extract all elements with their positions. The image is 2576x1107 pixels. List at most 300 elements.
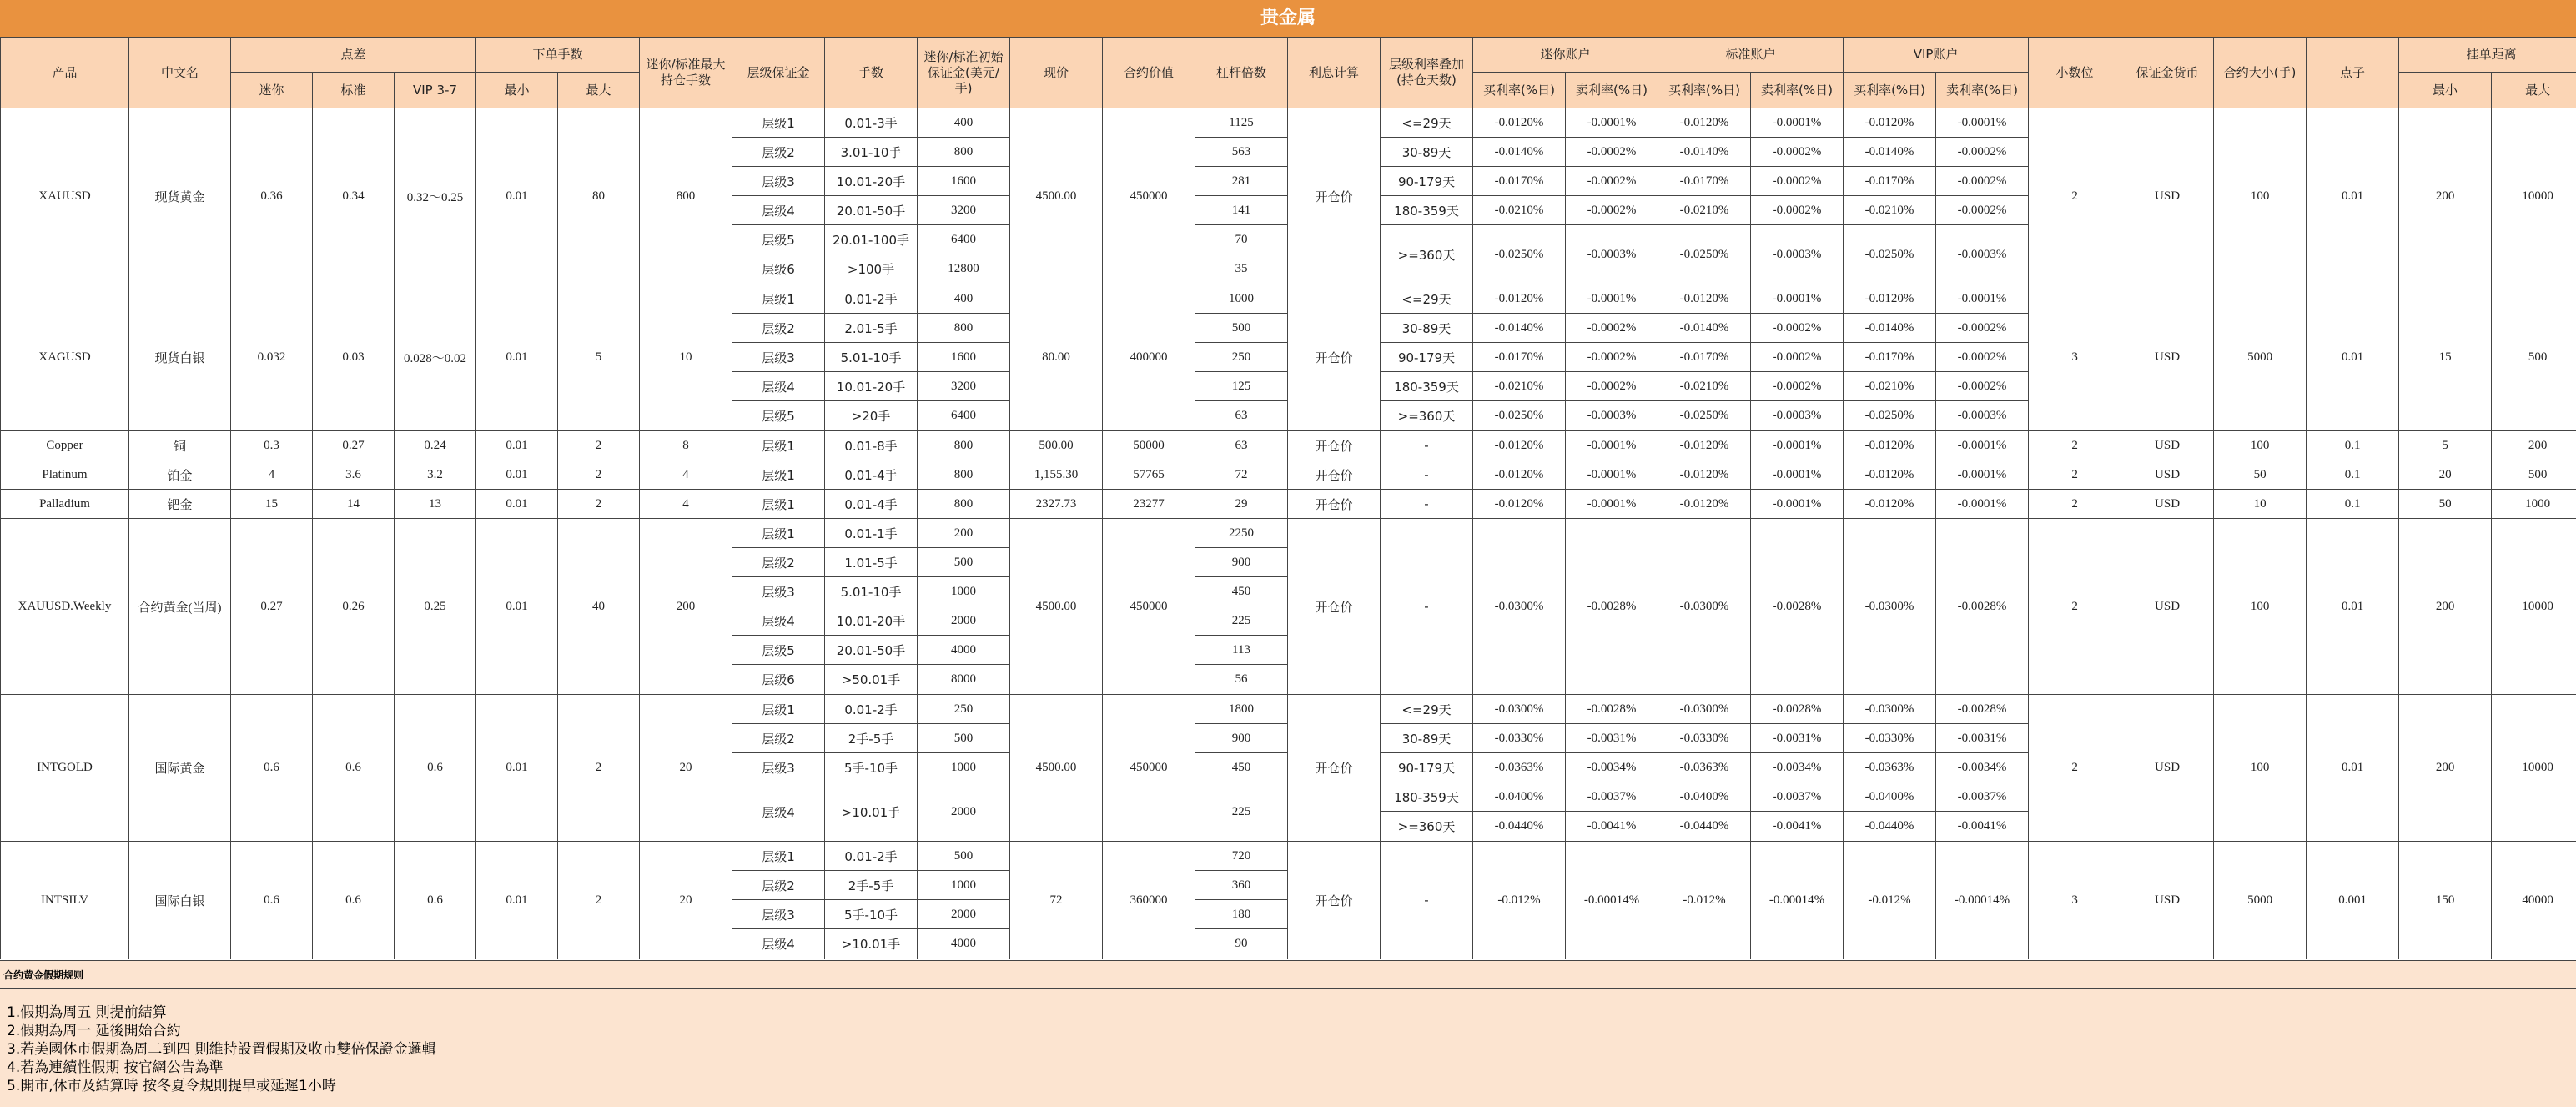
tier-margin: 500: [918, 724, 1010, 753]
vip-sell-rate: -0.0001%: [1936, 284, 2029, 314]
pending-max: 1000: [2492, 490, 2576, 519]
tier-margin: 1600: [918, 343, 1010, 372]
pending-max: 500: [2492, 460, 2576, 490]
tier-lots: >10.01手: [825, 929, 918, 959]
header-cn-name: 中文名: [129, 38, 231, 108]
order-max: 2: [558, 842, 640, 959]
tier-margin: 6400: [918, 401, 1010, 431]
tier-margin: 400: [918, 108, 1010, 138]
order-max: 2: [558, 431, 640, 460]
vip-buy-rate: -0.0300%: [1844, 519, 1936, 695]
decimals: 2: [2029, 490, 2121, 519]
tier-lots: 0.01-1手: [825, 519, 918, 548]
header-vip-buy: 买利率(%日): [1844, 73, 1936, 108]
mini-buy-rate: -0.012%: [1473, 842, 1566, 959]
rate-days: 90-179天: [1381, 753, 1473, 782]
tier-name: 层级3: [732, 577, 825, 606]
contract-size: 10: [2214, 490, 2307, 519]
header-mini-account: 迷你账户: [1473, 38, 1658, 73]
mini-sell-rate: -0.0002%: [1566, 343, 1658, 372]
product-symbol: Palladium: [1, 490, 129, 519]
leverage: 70: [1195, 225, 1288, 254]
header-contract-size: 合约大小(手): [2214, 38, 2307, 108]
max-hold: 800: [640, 108, 732, 284]
mini-sell-rate: -0.0028%: [1566, 519, 1658, 695]
interest-calc: 开仓价: [1288, 108, 1381, 284]
std-buy-rate: -0.0400%: [1658, 782, 1751, 812]
tier-lots: 3.01-10手: [825, 138, 918, 167]
pending-min: 150: [2399, 842, 2492, 959]
contract-size: 5000: [2214, 842, 2307, 959]
mini-buy-rate: -0.0300%: [1473, 519, 1566, 695]
header-spread-std: 标准: [313, 73, 395, 108]
mini-sell-rate: -0.0041%: [1566, 812, 1658, 842]
leverage: 63: [1195, 401, 1288, 431]
tier-name: 层级3: [732, 753, 825, 782]
std-sell-rate: -0.0002%: [1751, 314, 1844, 343]
rate-days: >=360天: [1381, 812, 1473, 842]
product-cn-name: 现货白银: [129, 284, 231, 431]
header-contract-value: 合约价值: [1103, 38, 1195, 108]
tier-margin: 1000: [918, 753, 1010, 782]
header-std-buy: 买利率(%日): [1658, 73, 1751, 108]
decimals: 2: [2029, 695, 2121, 842]
current-price: 4500.00: [1010, 695, 1103, 842]
margin-currency: USD: [2121, 695, 2214, 842]
tier-name: 层级2: [732, 548, 825, 577]
leverage: 360: [1195, 871, 1288, 900]
contract-size: 100: [2214, 108, 2307, 284]
std-sell-rate: -0.0028%: [1751, 519, 1844, 695]
vip-buy-rate: -0.0363%: [1844, 753, 1936, 782]
leverage: 450: [1195, 577, 1288, 606]
max-hold: 20: [640, 695, 732, 842]
tier-lots: 20.01-100手: [825, 225, 918, 254]
contract-size: 100: [2214, 519, 2307, 695]
leverage: 563: [1195, 138, 1288, 167]
vip-sell-rate: -0.0001%: [1936, 108, 2029, 138]
product-cn-name: 钯金: [129, 490, 231, 519]
leverage: 113: [1195, 636, 1288, 665]
mini-buy-rate: -0.0210%: [1473, 196, 1566, 225]
tier-lots: 0.01-2手: [825, 842, 918, 871]
note-line: 2.假期為周一 延後開始合約: [7, 1023, 181, 1039]
mini-buy-rate: -0.0120%: [1473, 431, 1566, 460]
std-sell-rate: -0.0001%: [1751, 108, 1844, 138]
leverage: 281: [1195, 167, 1288, 196]
leverage: 180: [1195, 900, 1288, 929]
tier-margin: 800: [918, 460, 1010, 490]
table-row: [1, 842, 2576, 871]
vip-buy-rate: -0.0330%: [1844, 724, 1936, 753]
spread-std: 0.27: [313, 431, 395, 460]
margin-currency: USD: [2121, 108, 2214, 284]
leverage: 225: [1195, 606, 1288, 636]
spread-mini: 0.032: [231, 284, 313, 431]
tier-name: 层级1: [732, 460, 825, 490]
spread-std: 0.6: [313, 842, 395, 959]
contract-size: 50: [2214, 460, 2307, 490]
leverage: 1125: [1195, 108, 1288, 138]
product-cn-name: 铜: [129, 431, 231, 460]
std-buy-rate: -0.0120%: [1658, 284, 1751, 314]
vip-sell-rate: -0.0041%: [1936, 812, 2029, 842]
vip-buy-rate: -0.0120%: [1844, 490, 1936, 519]
header-decimals: 小数位: [2029, 38, 2121, 108]
leverage: 29: [1195, 490, 1288, 519]
tier-margin: 2000: [918, 900, 1010, 929]
header-vip-sell: 卖利率(%日): [1936, 73, 2029, 108]
mini-sell-rate: -0.0002%: [1566, 372, 1658, 401]
tier-lots: 1.01-5手: [825, 548, 918, 577]
contract-size: 100: [2214, 695, 2307, 842]
tier-name: 层级2: [732, 871, 825, 900]
contract-size: 100: [2214, 431, 2307, 460]
header-order-min: 最小: [476, 73, 558, 108]
vip-sell-rate: -0.0001%: [1936, 431, 2029, 460]
pip-value: 0.1: [2307, 431, 2399, 460]
product-symbol: Copper: [1, 431, 129, 460]
mini-sell-rate: -0.0001%: [1566, 460, 1658, 490]
std-sell-rate: -0.0002%: [1751, 138, 1844, 167]
mini-buy-rate: -0.0170%: [1473, 343, 1566, 372]
order-min: 0.01: [476, 519, 558, 695]
header-std-account: 标准账户: [1658, 38, 1844, 73]
tier-lots: 0.01-4手: [825, 490, 918, 519]
tier-margin: 800: [918, 490, 1010, 519]
vip-sell-rate: -0.00014%: [1936, 842, 2029, 959]
std-sell-rate: -0.0031%: [1751, 724, 1844, 753]
vip-buy-rate: -0.0300%: [1844, 695, 1936, 724]
tier-name: 层级4: [732, 606, 825, 636]
std-sell-rate: -0.0037%: [1751, 782, 1844, 812]
max-hold: 20: [640, 842, 732, 959]
spread-vip: 0.6: [395, 695, 476, 842]
std-sell-rate: -0.0003%: [1751, 401, 1844, 431]
tier-name: 层级2: [732, 138, 825, 167]
decimals: 2: [2029, 108, 2121, 284]
tier-name: 层级1: [732, 284, 825, 314]
header-lots: 手数: [825, 38, 918, 108]
tier-margin: 6400: [918, 225, 1010, 254]
rate-days: <=29天: [1381, 108, 1473, 138]
pip-value: 0.1: [2307, 490, 2399, 519]
header-pip: 点子: [2307, 38, 2399, 108]
vip-sell-rate: -0.0028%: [1936, 519, 2029, 695]
tier-lots: 10.01-20手: [825, 372, 918, 401]
std-buy-rate: -0.0210%: [1658, 372, 1751, 401]
leverage: 500: [1195, 314, 1288, 343]
vip-buy-rate: -0.0120%: [1844, 460, 1936, 490]
vip-sell-rate: -0.0003%: [1936, 401, 2029, 431]
std-buy-rate: -0.0300%: [1658, 519, 1751, 695]
tier-margin: 2000: [918, 782, 1010, 842]
rate-days: 90-179天: [1381, 167, 1473, 196]
rate-days: >=360天: [1381, 401, 1473, 431]
current-price: 4500.00: [1010, 519, 1103, 695]
interest-calc: 开仓价: [1288, 490, 1381, 519]
vip-buy-rate: -0.0140%: [1844, 314, 1936, 343]
std-buy-rate: -0.0120%: [1658, 108, 1751, 138]
tier-name: 层级3: [732, 167, 825, 196]
table-row: [1, 284, 2576, 314]
std-buy-rate: -0.0250%: [1658, 401, 1751, 431]
leverage: 900: [1195, 724, 1288, 753]
tier-margin: 500: [918, 842, 1010, 871]
std-buy-rate: -0.0170%: [1658, 167, 1751, 196]
table-row: [1, 460, 2576, 490]
vip-sell-rate: -0.0002%: [1936, 314, 2029, 343]
order-min: 0.01: [476, 284, 558, 431]
order-max: 40: [558, 519, 640, 695]
std-buy-rate: -0.0250%: [1658, 225, 1751, 284]
tier-lots: 5手-10手: [825, 900, 918, 929]
interest-calc: 开仓价: [1288, 519, 1381, 695]
header-order-lots: 下单手数: [476, 38, 640, 73]
product-symbol: XAUUSD.Weekly: [1, 519, 129, 695]
tier-margin: 1000: [918, 577, 1010, 606]
tier-lots: 5.01-10手: [825, 577, 918, 606]
tier-name: 层级3: [732, 900, 825, 929]
order-max: 2: [558, 695, 640, 842]
tier-lots: 0.01-4手: [825, 460, 918, 490]
tier-name: 层级5: [732, 401, 825, 431]
tier-margin: 800: [918, 431, 1010, 460]
tier-name: 层级6: [732, 665, 825, 695]
spread-std: 0.03: [313, 284, 395, 431]
decimals: 2: [2029, 460, 2121, 490]
table-row: [1, 695, 2576, 724]
interest-calc: 开仓价: [1288, 460, 1381, 490]
margin-currency: USD: [2121, 431, 2214, 460]
std-buy-rate: -0.0330%: [1658, 724, 1751, 753]
tier-lots: 2手-5手: [825, 871, 918, 900]
notes-body: [0, 989, 2576, 1107]
vip-sell-rate: -0.0003%: [1936, 225, 2029, 284]
header-vip-account: VIP账户: [1844, 38, 2029, 73]
table-row: [1, 519, 2576, 548]
vip-buy-rate: -0.0250%: [1844, 225, 1936, 284]
rate-days: -: [1381, 490, 1473, 519]
interest-calc: 开仓价: [1288, 695, 1381, 842]
std-buy-rate: -0.0170%: [1658, 343, 1751, 372]
tier-lots: 5手-10手: [825, 753, 918, 782]
leverage: 720: [1195, 842, 1288, 871]
vip-sell-rate: -0.0031%: [1936, 724, 2029, 753]
header-product: 产品: [1, 38, 129, 108]
margin-currency: USD: [2121, 842, 2214, 959]
product-symbol: Platinum: [1, 460, 129, 490]
tier-name: 层级1: [732, 695, 825, 724]
order-min: 0.01: [476, 431, 558, 460]
tier-name: 层级4: [732, 196, 825, 225]
table-row: [1, 108, 2576, 138]
mini-sell-rate: -0.0002%: [1566, 167, 1658, 196]
std-sell-rate: -0.0001%: [1751, 284, 1844, 314]
max-hold: 4: [640, 490, 732, 519]
contract-value: 50000: [1103, 431, 1195, 460]
spread-std: 14: [313, 490, 395, 519]
spread-mini: 0.36: [231, 108, 313, 284]
std-sell-rate: -0.0003%: [1751, 225, 1844, 284]
vip-buy-rate: -0.0170%: [1844, 343, 1936, 372]
vip-buy-rate: -0.0170%: [1844, 167, 1936, 196]
pending-max: 10000: [2492, 695, 2576, 842]
mini-buy-rate: -0.0440%: [1473, 812, 1566, 842]
vip-buy-rate: -0.0120%: [1844, 108, 1936, 138]
std-sell-rate: -0.0001%: [1751, 431, 1844, 460]
pending-max: 10000: [2492, 108, 2576, 284]
header-order-max: 最大: [558, 73, 640, 108]
std-sell-rate: -0.0041%: [1751, 812, 1844, 842]
pending-min: 50: [2399, 490, 2492, 519]
tier-lots: 0.01-2手: [825, 695, 918, 724]
std-buy-rate: -0.012%: [1658, 842, 1751, 959]
std-sell-rate: -0.0002%: [1751, 372, 1844, 401]
contract-value: 57765: [1103, 460, 1195, 490]
margin-currency: USD: [2121, 460, 2214, 490]
spread-std: 0.6: [313, 695, 395, 842]
pending-min: 20: [2399, 460, 2492, 490]
spread-vip: 0.6: [395, 842, 476, 959]
mini-buy-rate: -0.0250%: [1473, 401, 1566, 431]
contract-value: 360000: [1103, 842, 1195, 959]
std-sell-rate: -0.0034%: [1751, 753, 1844, 782]
leverage: 225: [1195, 782, 1288, 842]
header-margin-ccy: 保证金货币: [2121, 38, 2214, 108]
mini-sell-rate: -0.0031%: [1566, 724, 1658, 753]
vip-sell-rate: -0.0028%: [1936, 695, 2029, 724]
decimals: 3: [2029, 284, 2121, 431]
rate-days: -: [1381, 842, 1473, 959]
mini-sell-rate: -0.0003%: [1566, 401, 1658, 431]
mini-buy-rate: -0.0363%: [1473, 753, 1566, 782]
leverage: 450: [1195, 753, 1288, 782]
spread-std: 0.34: [313, 108, 395, 284]
mini-buy-rate: -0.0330%: [1473, 724, 1566, 753]
header-pending-distance: 挂单距离: [2399, 38, 2576, 73]
spread-vip: 0.028～0.02: [395, 284, 476, 431]
tier-name: 层级5: [732, 225, 825, 254]
header-spread: 点差: [231, 38, 476, 73]
rate-days: 90-179天: [1381, 343, 1473, 372]
spread-vip: 0.32～0.25: [395, 108, 476, 284]
tier-margin: 2000: [918, 606, 1010, 636]
vip-sell-rate: -0.0001%: [1936, 490, 2029, 519]
std-sell-rate: -0.0001%: [1751, 490, 1844, 519]
vip-sell-rate: -0.0002%: [1936, 138, 2029, 167]
tier-name: 层级2: [732, 724, 825, 753]
tier-margin: 800: [918, 138, 1010, 167]
max-hold: 8: [640, 431, 732, 460]
pip-value: 0.01: [2307, 695, 2399, 842]
tier-margin: 12800: [918, 254, 1010, 284]
rate-days: -: [1381, 431, 1473, 460]
header-init-margin: 迷你/标准初始保证金(美元/手): [918, 38, 1010, 108]
spread-mini: 0.27: [231, 519, 313, 695]
margin-currency: USD: [2121, 284, 2214, 431]
tier-lots: 0.01-2手: [825, 284, 918, 314]
tier-name: 层级1: [732, 519, 825, 548]
mini-sell-rate: -0.0037%: [1566, 782, 1658, 812]
current-price: 1,155.30: [1010, 460, 1103, 490]
leverage: 141: [1195, 196, 1288, 225]
tier-name: 层级5: [732, 636, 825, 665]
contract-value: 450000: [1103, 695, 1195, 842]
rate-days: 180-359天: [1381, 782, 1473, 812]
order-min: 0.01: [476, 490, 558, 519]
mini-buy-rate: -0.0120%: [1473, 108, 1566, 138]
vip-sell-rate: -0.0002%: [1936, 343, 2029, 372]
tier-lots: >50.01手: [825, 665, 918, 695]
tier-name: 层级1: [732, 108, 825, 138]
tier-name: 层级4: [732, 372, 825, 401]
tier-lots: 10.01-20手: [825, 606, 918, 636]
tier-margin: 4000: [918, 636, 1010, 665]
rate-days: >=360天: [1381, 225, 1473, 284]
note-line: 4.若為連續性假期 按官網公告為準: [7, 1059, 224, 1076]
product-cn-name: 国际黄金: [129, 695, 231, 842]
tier-margin: 4000: [918, 929, 1010, 959]
tier-lots: 0.01-8手: [825, 431, 918, 460]
mini-sell-rate: -0.0002%: [1566, 314, 1658, 343]
contract-value: 400000: [1103, 284, 1195, 431]
vip-sell-rate: -0.0002%: [1936, 196, 2029, 225]
note-line: 3.若美國休市假期為周二到四 則維持設置假期及收市雙倍保證金邏輯: [7, 1041, 436, 1058]
std-buy-rate: -0.0120%: [1658, 490, 1751, 519]
header-pending-max: 最大: [2492, 73, 2576, 108]
contract-value: 23277: [1103, 490, 1195, 519]
pending-max: 10000: [2492, 519, 2576, 695]
vip-sell-rate: -0.0002%: [1936, 372, 2029, 401]
product-cn-name: 国际白银: [129, 842, 231, 959]
vip-buy-rate: -0.0120%: [1844, 284, 1936, 314]
spread-mini: 15: [231, 490, 313, 519]
vip-buy-rate: -0.0400%: [1844, 782, 1936, 812]
mini-buy-rate: -0.0250%: [1473, 225, 1566, 284]
vip-buy-rate: -0.0250%: [1844, 401, 1936, 431]
tier-name: 层级1: [732, 490, 825, 519]
spread-vip: 13: [395, 490, 476, 519]
spread-mini: 0.6: [231, 695, 313, 842]
vip-sell-rate: -0.0037%: [1936, 782, 2029, 812]
order-max: 5: [558, 284, 640, 431]
current-price: 72: [1010, 842, 1103, 959]
page-title: 贵金属: [0, 0, 2576, 37]
mini-buy-rate: -0.0140%: [1473, 314, 1566, 343]
note-line: 5.開市,休市及結算時 按冬夏令規則提早或延遲1小時: [7, 1078, 336, 1094]
leverage: 56: [1195, 665, 1288, 695]
current-price: 80.00: [1010, 284, 1103, 431]
order-min: 0.01: [476, 695, 558, 842]
decimals: 2: [2029, 519, 2121, 695]
pending-min: 200: [2399, 108, 2492, 284]
std-buy-rate: -0.0300%: [1658, 695, 1751, 724]
order-max: 2: [558, 460, 640, 490]
margin-currency: USD: [2121, 490, 2214, 519]
header-interest: 利息计算: [1288, 38, 1381, 108]
current-price: 4500.00: [1010, 108, 1103, 284]
tier-margin: 1600: [918, 167, 1010, 196]
rate-days: <=29天: [1381, 695, 1473, 724]
max-hold: 200: [640, 519, 732, 695]
tier-lots: 10.01-20手: [825, 167, 918, 196]
mini-sell-rate: -0.0001%: [1566, 284, 1658, 314]
pip-value: 0.01: [2307, 284, 2399, 431]
spread-mini: 0.3: [231, 431, 313, 460]
interest-calc: 开仓价: [1288, 284, 1381, 431]
pip-value: 0.1: [2307, 460, 2399, 490]
